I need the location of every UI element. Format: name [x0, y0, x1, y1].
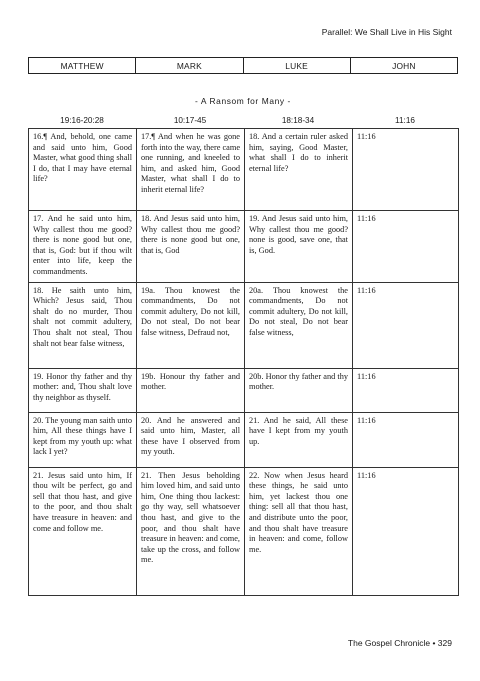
john-verse-cell: 11:16	[353, 412, 459, 467]
john-verse-cell: 11:16	[353, 467, 459, 595]
luke-verse-cell: 20a. Thou knowest the commandments, Do not commit adultery, Do not kill, Do not steal, Do not bear false witness,	[245, 282, 353, 368]
gospel-john-header: JOHN	[350, 58, 457, 74]
luke-verse-ref: 18:18-34	[281, 116, 315, 125]
mark-verse-cell: 19a. Thou knowest the commandments, Do not commit adultery, Do not kill, Do not steal, Do not bear false witness, Defraud not,	[137, 282, 245, 368]
section-title: - A Ransom for Many -	[195, 96, 291, 106]
mark-verse-cell: 21. Then Jesus beholding him loved him, and said unto him, One thing thou lackest: go thy way, sell whatsoever thou hast, and give to the poor, and thou shalt have treasure in heaven: and come, take up the cross, and follow me.	[137, 467, 245, 595]
john-verse-cell: 11:16	[353, 211, 459, 283]
gospel-header-table	[28, 57, 458, 74]
luke-verse-cell: 22. Now when Jesus heard these things, he said unto him, yet lackest thou one thing: sell all that thou hast, and distribute unto the poor, and thou shalt have treasure in heaven: and come, follow me.	[245, 467, 353, 595]
mark-verse-cell: 17.¶ And when he was gone forth into the way, there came one running, and kneeled to him, and asked him, Good Master, what shall I do to inherit eternal life?	[137, 129, 245, 211]
matthew-verse-ref: 19:16-20:28	[60, 116, 104, 125]
verse-reference-row	[28, 116, 458, 125]
john-verse-cell: 11:16	[353, 282, 459, 368]
luke-verse-cell: 21. And he said, All these have I kept from my youth up.	[245, 412, 353, 467]
verse-row	[29, 412, 459, 467]
verse-row	[29, 368, 459, 412]
running-head: Parallel: We Shall Live in His Sight	[321, 27, 452, 37]
mark-verse-ref: 10:17-45	[173, 116, 207, 125]
john-verse-cell: 11:16	[353, 368, 459, 412]
verse-row	[29, 211, 459, 283]
matthew-verse-cell: 17. And he said unto him, Why callest thou me good? there is none good but one, that is, God: but if thou wilt enter into life, keep the commandments.	[29, 211, 137, 283]
luke-verse-cell: 18. And a certain ruler asked him, saying, Good Master, what shall I do to inherit eternal life?	[245, 129, 353, 211]
mark-verse-cell: 19b. Honour thy father and mother.	[137, 368, 245, 412]
verse-row	[29, 467, 459, 595]
matthew-verse-cell: 21. Jesus said unto him, If thou wilt be perfect, go and sell that thou hast, and give to the poor, and thou shalt have treasure in heaven: and come and follow me.	[29, 467, 137, 595]
gospel-header-row	[29, 58, 458, 74]
luke-verse-cell: 20b. Honor thy father and thy mother.	[245, 368, 353, 412]
gospel-luke-header: LUKE	[243, 58, 350, 74]
verse-row	[29, 282, 459, 368]
mark-verse-cell: 18. And Jesus said unto him, Why callest thou me good? there is none good but one, that is, God	[137, 211, 245, 283]
gospel-mark-header: MARK	[136, 58, 243, 74]
john-verse-ref: 11:16	[395, 116, 415, 125]
page-footer: The Gospel Chronicle • 329	[347, 638, 452, 648]
parallel-verses-table	[28, 128, 459, 596]
matthew-verse-cell: 18. He saith unto him, Which? Jesus said, Thou shalt do no murder, Thou shalt not commit adultery, Thou shalt not steal, Thou shalt not bear false witness,	[29, 282, 137, 368]
mark-verse-cell: 20. And he answered and said unto him, Master, all these have I observed from my youth.	[137, 412, 245, 467]
parallel-verses-body	[29, 129, 459, 596]
gospel-matthew-header: MATTHEW	[29, 58, 136, 74]
verse-row	[29, 129, 459, 211]
john-verse-cell: 11:16	[353, 129, 459, 211]
matthew-verse-cell: 16.¶ And, behold, one came and said unto him, Good Master, what good thing shall I do, that I may have eternal life?	[29, 129, 137, 211]
matthew-verse-cell: 19. Honor thy father and thy mother: and, Thou shalt love thy neighbor as thyself.	[29, 368, 137, 412]
luke-verse-cell: 19. And Jesus said unto him, Why callest thou me good? none is good, save one, that is, God.	[245, 211, 353, 283]
matthew-verse-cell: 20. The young man saith unto him, All these things have I kept from my youth up: what lack I yet?	[29, 412, 137, 467]
